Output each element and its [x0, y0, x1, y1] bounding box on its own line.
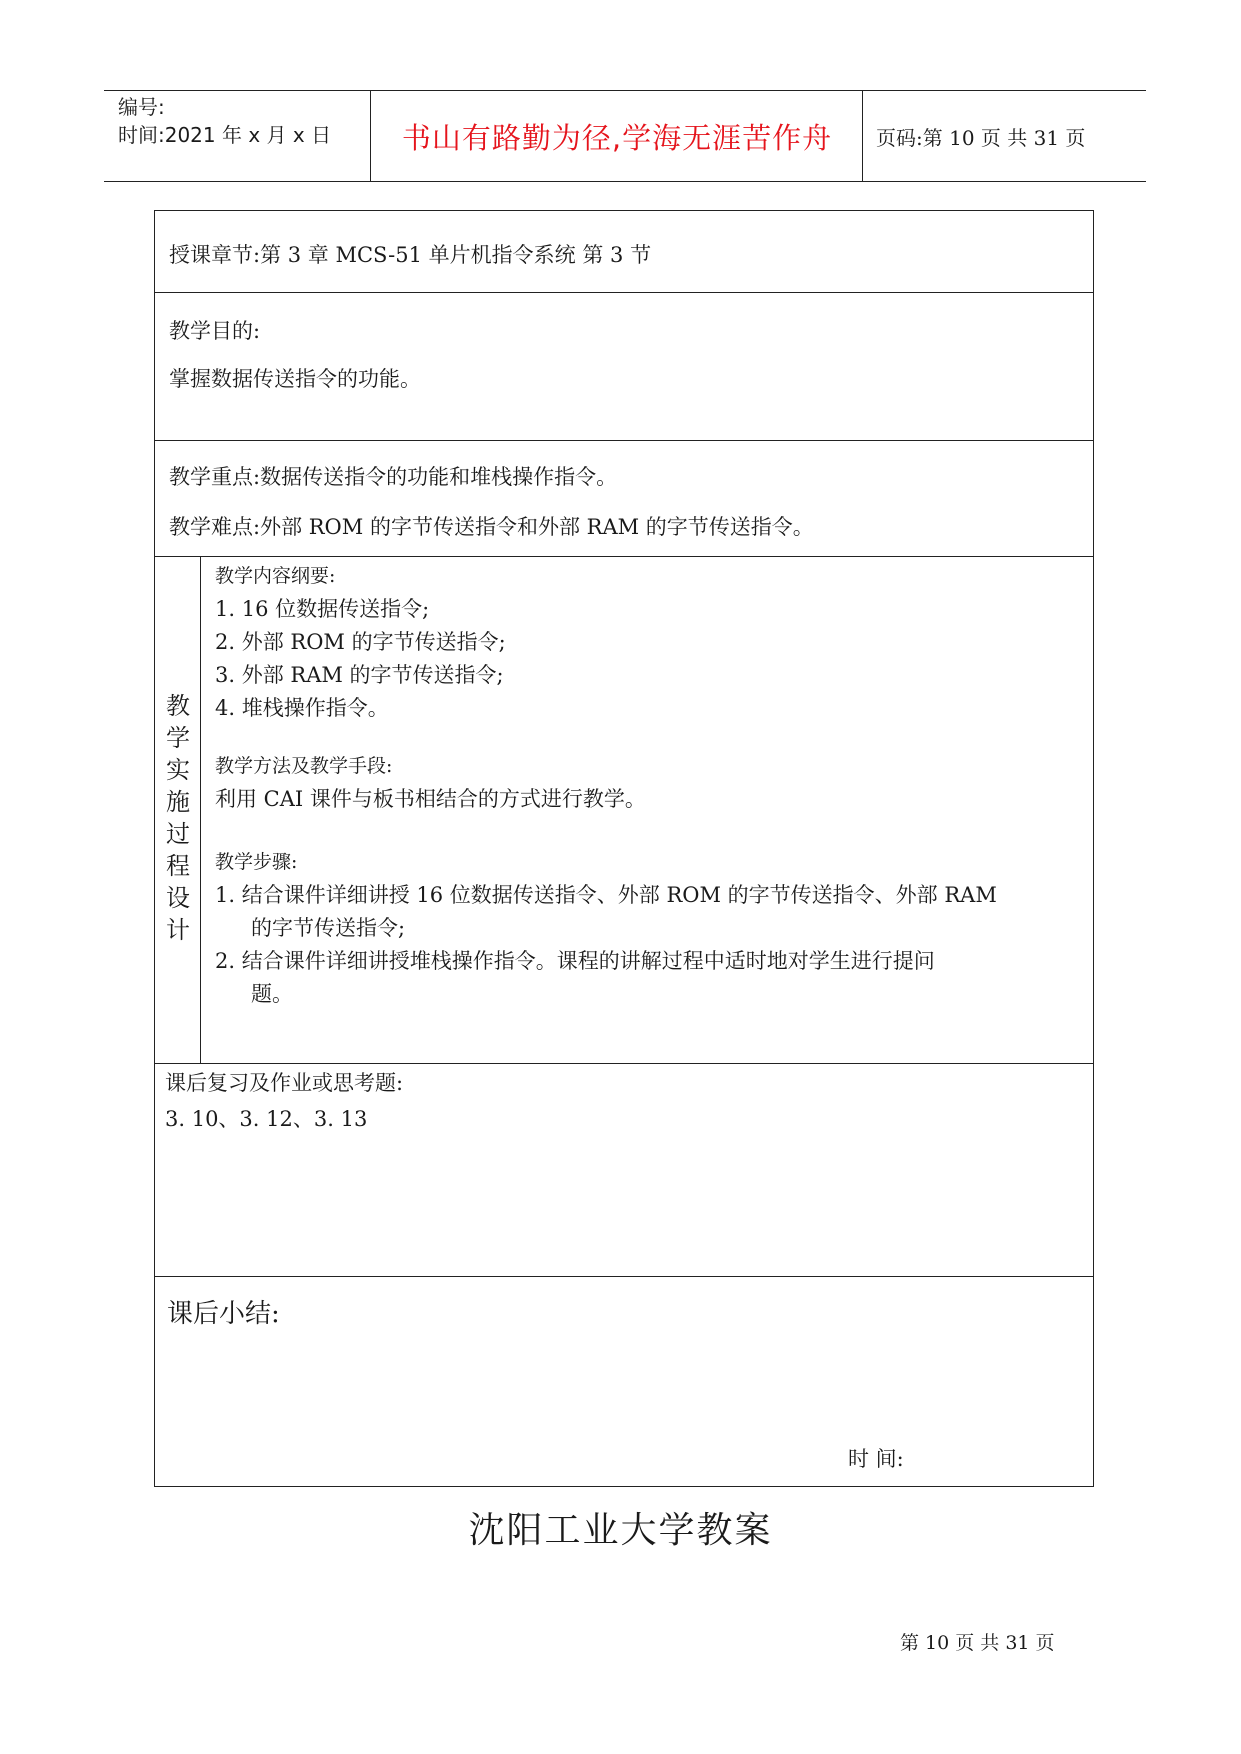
objective-label: 教学目的:	[169, 319, 261, 343]
process-design-label	[155, 556, 201, 1063]
header-info	[118, 91, 364, 181]
label-char: 施	[166, 788, 190, 816]
row-divider	[155, 1063, 1093, 1064]
page-header	[104, 90, 1146, 182]
row-divider	[155, 556, 1093, 557]
header-divider	[862, 91, 863, 181]
homework-label: 课后复习及作业或思考题:	[165, 1071, 404, 1095]
objective-text: 掌握数据传送指令的功能。	[169, 367, 421, 391]
method-text: 利用 CAI 课件与板书相结合的方式进行教学。	[215, 787, 646, 811]
outline-item: 2. 外部 ROM 的字节传送指令;	[215, 630, 506, 654]
step-line: 题。	[251, 982, 293, 1006]
label-char: 过	[166, 820, 190, 848]
label-char: 学	[166, 724, 190, 752]
date-line: 时间:2021 年 x 月 x 日	[118, 123, 332, 147]
header-divider	[370, 91, 371, 181]
label-char: 实	[166, 756, 190, 784]
time-label: 时 间:	[848, 1447, 904, 1471]
outline-item: 3. 外部 RAM 的字节传送指令;	[215, 663, 504, 687]
header-motto: 书山有路勤为径,学海无涯苦作舟	[401, 120, 833, 155]
label-char: 计	[166, 916, 190, 944]
step-line: 1. 结合课件详细讲授 16 位数据传送指令、外部 ROM 的字节传送指令、外部 RAM	[215, 883, 997, 907]
serial-label: 编号:	[118, 95, 165, 119]
key-points: 教学重点:数据传送指令的功能和堆栈操作指令。	[169, 465, 618, 489]
page-footer: 第 10 页 共 31 页	[900, 1632, 1055, 1654]
step-line: 2. 结合课件详细讲授堆栈操作指令。课程的讲解过程中适时地对学生进行提问	[215, 949, 935, 973]
difficult-points: 教学难点:外部 ROM 的字节传送指令和外部 RAM 的字节传送指令。	[169, 515, 814, 539]
homework-text: 3. 10、3. 12、3. 13	[165, 1107, 368, 1131]
label-char: 教	[166, 692, 190, 720]
outline-label: 教学内容纲要:	[215, 565, 336, 587]
label-char: 设	[166, 884, 190, 912]
institution-title: 沈阳工业大学教案	[468, 1510, 773, 1551]
outline-item: 1. 16 位数据传送指令;	[215, 597, 430, 621]
row-divider	[155, 292, 1093, 293]
method-label: 教学方法及教学手段:	[215, 755, 393, 777]
outline-item: 4. 堆栈操作指令。	[215, 696, 389, 720]
row-divider	[155, 440, 1093, 441]
row-divider	[155, 1276, 1093, 1277]
steps-label: 教学步骤:	[215, 851, 298, 873]
summary-label: 课后小结:	[167, 1299, 280, 1329]
label-char: 程	[166, 852, 190, 880]
header-page-code: 页码:第 10 页 共 31 页	[876, 125, 1086, 150]
lesson-plan-table	[154, 210, 1094, 1487]
chapter-line: 授课章节:第 3 章 MCS-51 单片机指令系统 第 3 节	[169, 243, 652, 267]
step-line: 的字节传送指令;	[251, 916, 406, 940]
